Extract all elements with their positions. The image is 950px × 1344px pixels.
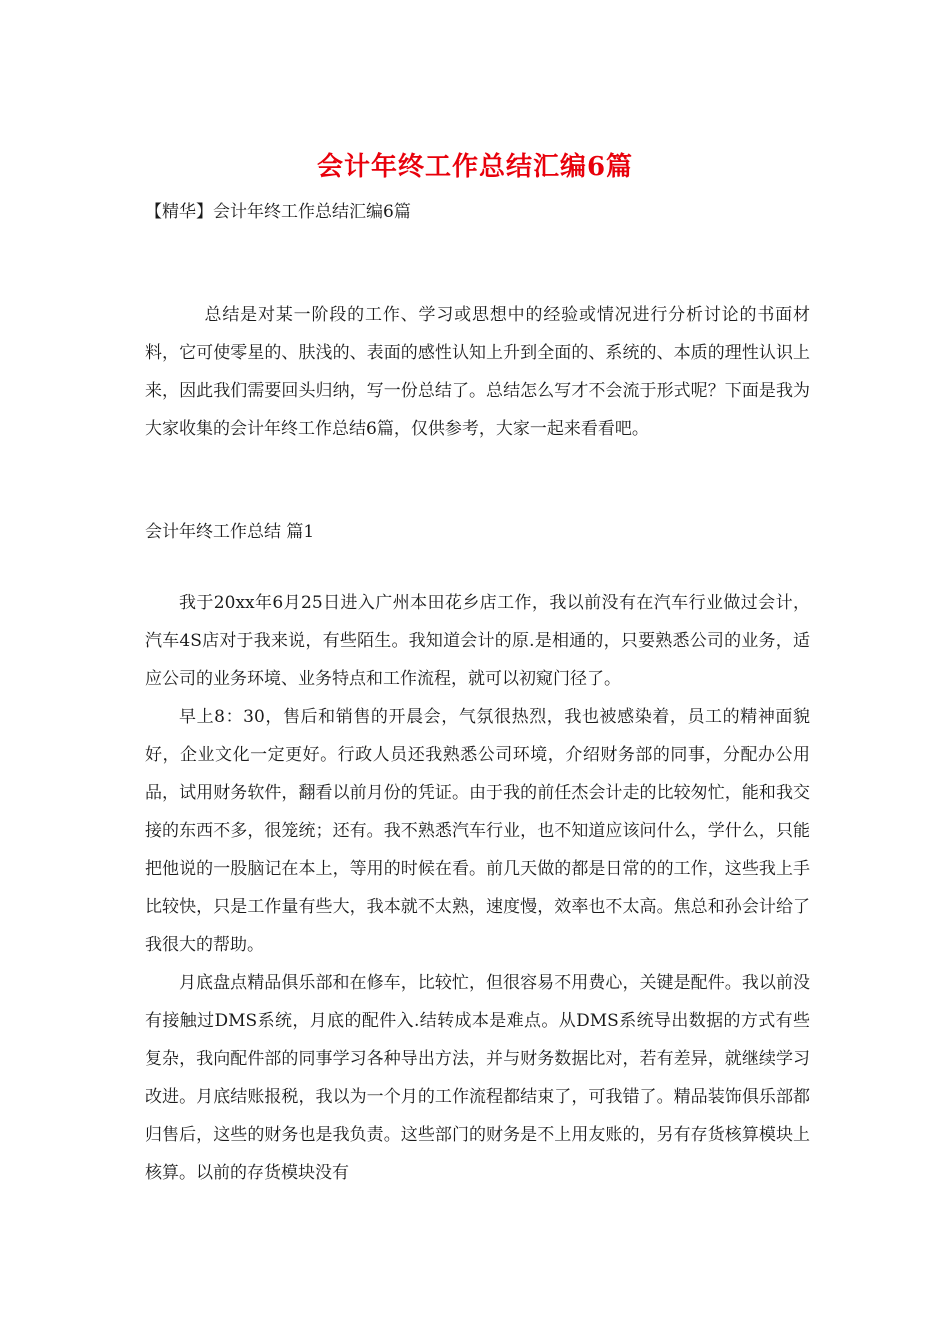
body-paragraph-3: 月底盘点精品俱乐部和在修车，比较忙，但很容易不用费心，关键是配件。我以前没有接触过DMS系统，月底的配件入.结转成本是难点。从DMS系统导出数据的方式有些复杂，我向配件部的同事学习各种导出方法，并与财务数据比对，若有差异，就继续学习改进。月底结账报税，我以为一个月的工作流程都结束了，可我错了。精品装饰俱乐部都归售后，这些的财务也是我负责。这些部门的财务是不上用友账的，另有存货核算模块上核算。以前的存货模块没有 (145, 973, 810, 1183)
section-heading: 会计年终工作总结 篇1 (145, 522, 315, 542)
section-body (145, 584, 810, 1192)
body-paragraph-2: 早上8：30，售后和销售的开晨会，气氛很热烈，我也被感染着，员工的精神面貌好，企业文化一定更好。行政人员还我熟悉公司环境，介绍财务部的同事，分配办公用品，试用财务软件，翻看以前月份的凭证。由于我的前任杰会计走的比较匆忙，能和我交接的东西不多，很笼统；还有。我不熟悉汽车行业，也不知道应该问什么，学什么，只能把他说的一股脑记在本上，等用的时候在看。前几天做的都是日常的的工作，这些我上手比较快，只是工作量有些大，我本就不太熟，速度慢，效率也不太高。焦总和孙会计给了我很大的帮助。 (145, 707, 810, 955)
document-subtitle: 【精华】会计年终工作总结汇编6篇 (145, 202, 411, 222)
intro-paragraph: 总结是对某一阶段的工作、学习或思想中的经验或情况进行分析讨论的书面材料，它可使零星的、肤浅的、表面的感性认知上升到全面的、系统的、本质的理性认识上来，因此我们需要回头归纳，写一份总结了。总结怎么写才不会流于形式呢？下面是我为大家收集的会计年终工作总结6篇，仅供参考，大家一起来看看吧。 (145, 305, 810, 439)
document-title: 会计年终工作总结汇编6篇 (316, 152, 634, 182)
intro-block (145, 296, 810, 448)
body-paragraph-1: 我于20xx年6月25日进入广州本田花乡店工作，我以前没有在汽车行业做过会计，汽车4S店对于我来说，有些陌生。我知道会计的原.是相通的，只要熟悉公司的业务，适应公司的业务环境、业务特点和工作流程，就可以初窥门径了。 (145, 593, 810, 689)
